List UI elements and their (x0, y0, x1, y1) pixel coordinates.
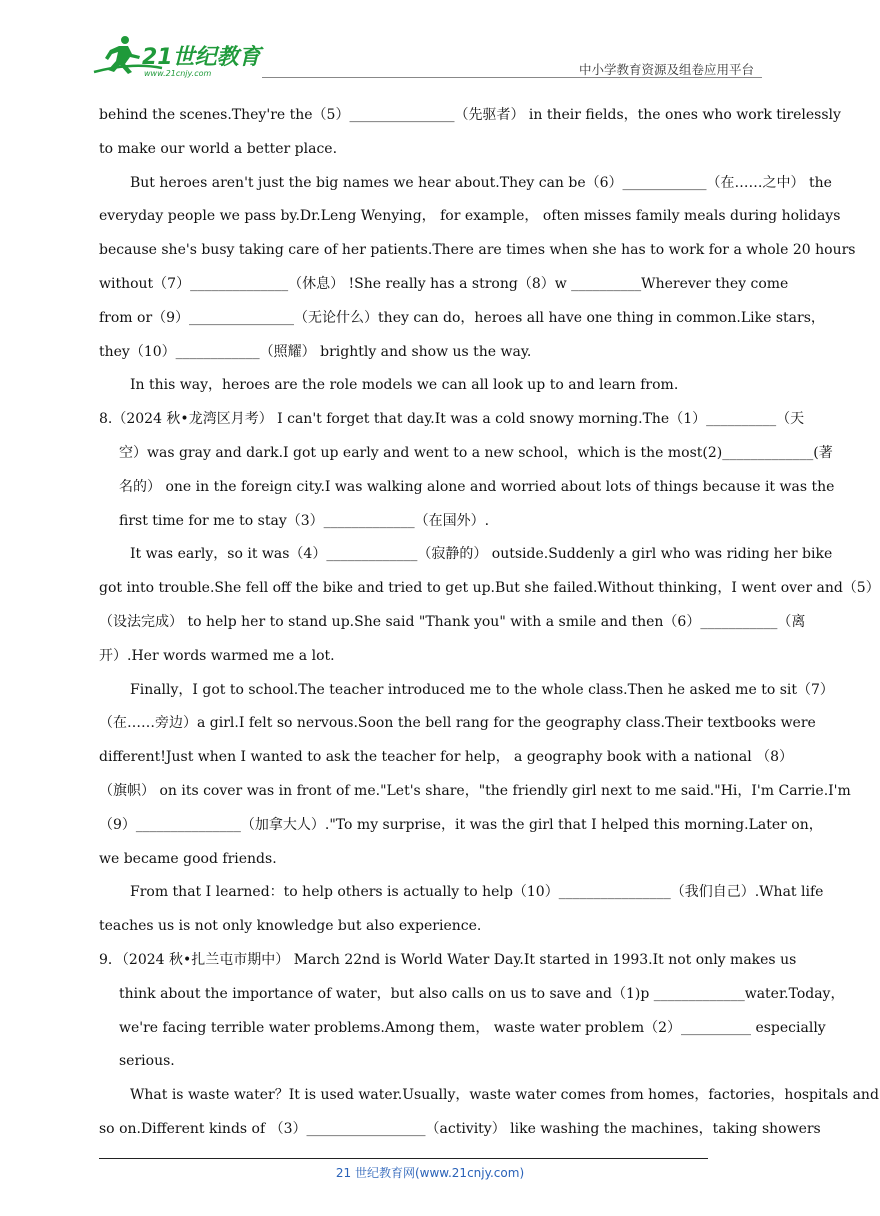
text-line: so on.Different kinds of （3）_________________（activity） like washing the machines，taking showers (99, 1120, 821, 1137)
text-line: everyday people we pass by.Dr.Leng Wenying， for example， often misses family meals during holidays (99, 208, 841, 225)
text-line: teaches us is not only knowledge but also experience. (99, 918, 482, 935)
text-line: （在……旁边）a girl.I felt so nervous.Soon the bell rang for the geography class.Their textbooks were (99, 715, 816, 732)
svg-text:21世纪教育: 21世纪教育 (142, 45, 261, 70)
platform-name: 中小学教育资源及组卷应用平台 (578, 62, 754, 77)
text-line: we became good friends. (99, 850, 277, 867)
text-line: Finally，I got to school.The teacher introduced me to the whole class.Then he asked me to sit（7） (130, 681, 834, 698)
page-header (92, 30, 762, 80)
text-line: we're facing terrible water problems.Among them， waste water problem（2）__________ especially (119, 1019, 826, 1036)
text-line: they（10）____________（照耀） brightly and show us the way. (99, 343, 532, 360)
text-line: From that I learned：to help others is actually to help（10）________________（我们自己）.What life (130, 884, 824, 901)
text-line: think about the importance of water，but also calls on us to save and（1)p _____________water.Today， (119, 985, 845, 1002)
text-line: 名的） one in the foreign city.I was walking alone and worried about lots of things because it was the (119, 478, 835, 495)
text-line: （9）_______________（加拿大人）."To my surprise，it was the girl that I helped this morning.Later on， (99, 816, 823, 833)
text-line: But heroes aren't just the big names we hear about.They can be（6）____________（在……之中） the (130, 174, 832, 191)
text-line: without（7）______________（休息） !She really has a strong（8）w __________Wherever they come (99, 275, 789, 292)
text-line: （设法完成） to help her to stand up.She said "Thank you" with a smile and then（6）___________（离 (99, 613, 806, 630)
question-8-heading: 8.（2024 秋•龙湾区月考） I can't forget that day.It was a cold snowy morning.The（1）__________（天 (99, 411, 805, 428)
document-body (99, 99, 880, 1147)
text-line: It was early，so it was（4）_____________（寂静的） outside.Suddenly a girl who was riding her bike (130, 546, 833, 563)
footer-link[interactable]: 21 世纪教育网(www.21cnjy.com) (335, 1166, 525, 1180)
logo-icon (92, 34, 262, 78)
text-line: first time for me to stay（3）_____________（在国外）. (119, 512, 490, 529)
text-line: （旗帜） on its cover was in front of me."Let's share，"the friendly girl next to me said."Hi，I'm Carrie.I'm (99, 782, 851, 799)
text-line: 开）.Her words warmed me a lot. (99, 647, 335, 664)
text-line: 空）was gray and dark.I got up early and went to a new school，which is the most(2)_____________(著 (119, 444, 833, 461)
text-line: got into trouble.She fell off the bike and tried to get up.But she failed.Without thinking，I went over and（5） (99, 580, 880, 597)
question-9-heading: 9．（2024 秋•扎兰屯市期中） March 22nd is World Water Day.It started in 1993.It not only makes us (99, 951, 797, 968)
footer-divider (99, 1158, 708, 1159)
text-line: behind the scenes.They're the（5）_______________（先驱者） in their fields，the ones who work tirelessly (99, 107, 841, 123)
text-line: In this way，heroes are the role models we can all look up to and learn from. (130, 377, 679, 394)
text-line: What is waste water？It is used water.Usually，waste water comes from homes，factories，hospitals and (130, 1087, 879, 1104)
text-line: serious. (119, 1053, 175, 1070)
text-line: because she's busy taking care of her patients.There are times when she has to work for a whole 20 hours (99, 242, 856, 259)
svg-text:www.21cnjy.com: www.21cnjy.com (144, 69, 212, 78)
text-line: from or（9）_______________（无论什么）they can do，heroes all have one thing in common.Like stars， (99, 309, 825, 326)
text-line: different!Just when I wanted to ask the teacher for help， a geography book with a national （8） (99, 749, 794, 766)
text-line: to make our world a better place. (99, 140, 338, 157)
